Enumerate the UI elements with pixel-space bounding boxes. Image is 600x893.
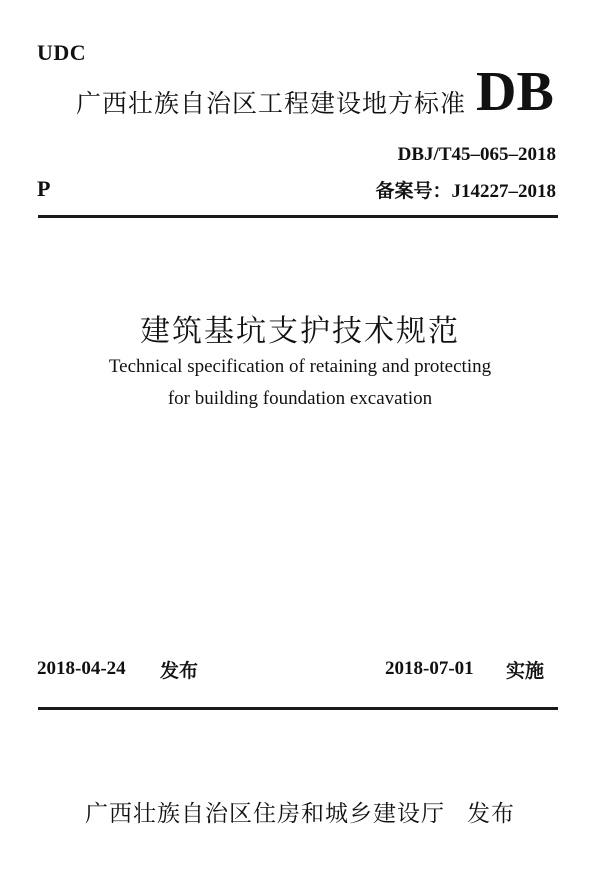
implementation-label: 实施 xyxy=(506,660,545,682)
title-english-line1: Technical specification of retaining and protecting xyxy=(108,356,492,377)
issue-label: 发布 xyxy=(160,660,199,682)
title-english-line2: for building foundation excavation xyxy=(167,388,433,409)
publisher-line xyxy=(0,795,600,828)
category-code: P xyxy=(37,176,51,201)
standard-type: 广西壮族自治区工程建设地方标准 xyxy=(76,89,467,118)
issue-date: 2018-04-24 xyxy=(37,658,126,679)
udc-label: UDC xyxy=(37,40,87,65)
publisher-name: 广西壮族自治区住房和城乡建设厅 xyxy=(85,801,445,827)
implementation-date: 2018-07-01 xyxy=(385,658,474,679)
publish-verb: 发布 xyxy=(467,801,515,827)
title-chinese: 建筑基坑支护技术规范 xyxy=(140,314,460,349)
top-divider xyxy=(38,215,558,218)
bottom-divider xyxy=(38,707,558,710)
filing-number: 备案号：J14227–2018 xyxy=(375,181,556,202)
db-mark: DB xyxy=(476,61,554,123)
standard-number: DBJ/T45–065–2018 xyxy=(397,144,556,165)
